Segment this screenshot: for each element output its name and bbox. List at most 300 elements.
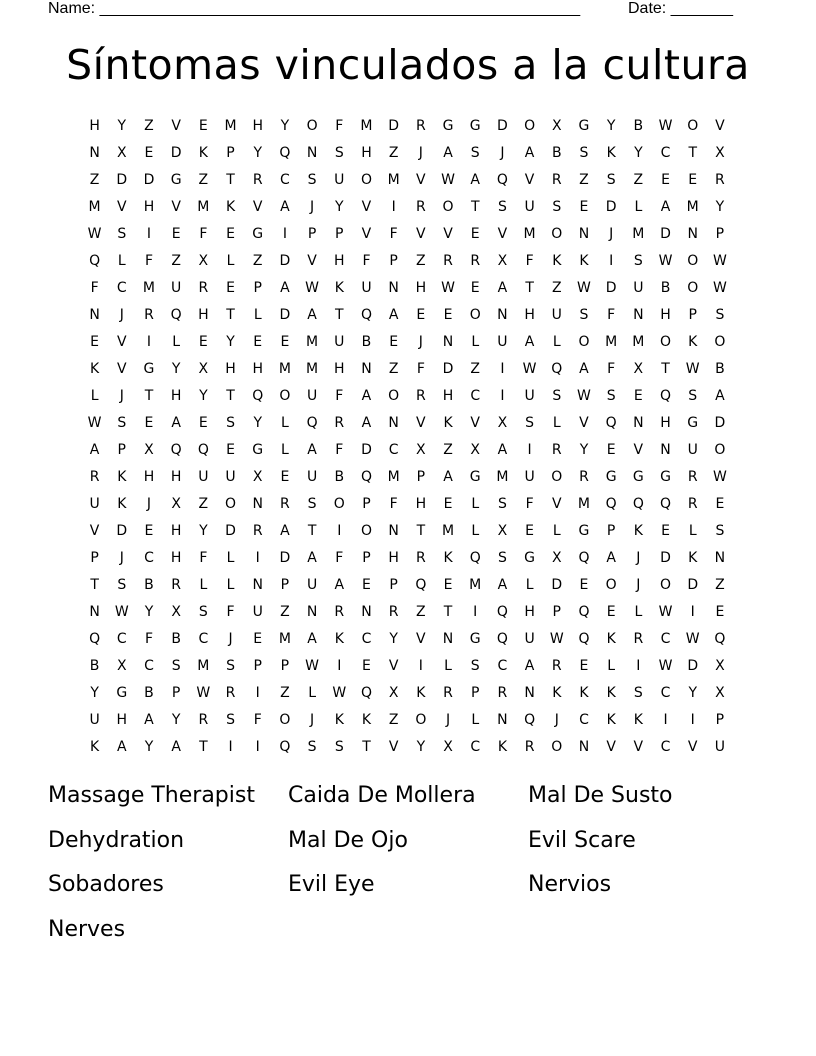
grid-letter: K	[334, 712, 344, 728]
grid-letter: T	[362, 739, 371, 755]
grid-letter: V	[416, 172, 426, 188]
grid-letter: J	[636, 577, 641, 593]
grid-letter: K	[117, 496, 127, 512]
grid-letter: C	[660, 631, 671, 647]
grid-letter: J	[554, 712, 559, 728]
grid-letter: F	[144, 253, 153, 269]
grid-letter: K	[416, 685, 426, 701]
grid-letter: A	[307, 442, 317, 458]
grid-letter: G	[469, 631, 481, 647]
grid-letter: R	[280, 496, 290, 512]
grid-letter: J	[310, 199, 315, 215]
grid-letter: K	[497, 739, 507, 755]
grid-letter: U	[524, 631, 535, 647]
grid-letter: E	[443, 577, 453, 593]
grid-letter: O	[225, 496, 237, 512]
grid-letter: N	[442, 631, 454, 647]
grid-letter: R	[144, 307, 154, 323]
grid-letter: N	[361, 604, 372, 620]
grid-letter: D	[279, 307, 291, 323]
grid-letter: O	[306, 118, 318, 134]
grid-letter: F	[389, 226, 398, 242]
grid-letter: E	[90, 334, 100, 350]
grid-letter: H	[170, 469, 182, 485]
grid-letter: S	[497, 199, 507, 215]
grid-letter: P	[253, 280, 262, 296]
grid-letter: L	[634, 604, 643, 620]
grid-letter: K	[90, 361, 100, 377]
grid-letter: H	[170, 523, 182, 539]
grid-letter: V	[416, 415, 426, 431]
grid-letter: Q	[496, 631, 508, 647]
grid-letter: J	[119, 550, 124, 566]
grid-letter: V	[443, 226, 453, 242]
grid-letter: W	[685, 361, 700, 377]
grid-letter: A	[361, 388, 372, 404]
grid-letter: R	[415, 388, 426, 404]
grid-letter: S	[307, 496, 317, 512]
grid-letter: I	[609, 253, 614, 269]
grid-letter: X	[171, 496, 181, 512]
grid-letter: Z	[416, 253, 426, 269]
grid-letter: L	[444, 658, 452, 674]
grid-letter: O	[388, 388, 400, 404]
grid-letter: O	[687, 118, 699, 134]
grid-letter: D	[143, 172, 155, 188]
grid-letter: A	[497, 280, 508, 296]
word-list-item: Caida De Mollera	[288, 783, 476, 808]
grid-letter: E	[226, 442, 235, 458]
grid-letter: R	[388, 604, 399, 620]
grid-letter: H	[442, 388, 454, 404]
grid-row	[81, 194, 734, 221]
grid-letter: Q	[360, 307, 372, 323]
grid-letter: Q	[578, 550, 590, 566]
grid-letter: V	[361, 226, 372, 242]
grid-letter: M	[387, 172, 400, 188]
grid-letter: J	[500, 145, 505, 161]
grid-letter: W	[658, 253, 673, 269]
grid-letter: V	[388, 739, 399, 755]
grid-letter: A	[660, 199, 671, 215]
grid-letter: R	[687, 469, 698, 485]
grid-letter: N	[306, 604, 318, 620]
grid-letter: I	[282, 226, 287, 242]
grid-letter: A	[280, 280, 290, 296]
grid-letter: H	[415, 280, 427, 296]
grid-letter: G	[578, 118, 590, 134]
grid-letter: Y	[389, 631, 398, 647]
grid-letter: N	[306, 145, 318, 161]
grid-letter: O	[469, 307, 481, 323]
grid-letter: L	[552, 334, 561, 350]
grid-letter: G	[442, 118, 454, 134]
grid-letter: D	[687, 658, 699, 674]
grid-letter: T	[307, 523, 317, 539]
grid-letter: Z	[252, 253, 263, 269]
grid-letter: W	[441, 280, 455, 296]
grid-letter: S	[117, 577, 127, 593]
grid-letter: E	[470, 280, 480, 296]
grid-letter: Z	[198, 172, 209, 188]
grid-letter: I	[663, 712, 668, 728]
grid-row	[81, 707, 734, 734]
grid-letter: L	[525, 577, 534, 593]
grid-letter: B	[551, 145, 562, 161]
grid-letter: Y	[144, 739, 154, 755]
grid-letter: U	[89, 712, 100, 728]
grid-letter: H	[524, 307, 535, 323]
grid-letter: C	[660, 685, 671, 701]
grid-row	[81, 275, 734, 302]
grid-letter: T	[199, 739, 208, 755]
grid-letter: A	[470, 172, 480, 188]
grid-letter: M	[387, 469, 400, 485]
grid-letter: J	[418, 334, 423, 350]
grid-letter: I	[255, 739, 260, 755]
grid-letter: Y	[226, 334, 235, 350]
grid-letter: S	[552, 388, 562, 404]
grid-letter: W	[577, 280, 591, 296]
grid-letter: P	[416, 469, 426, 485]
grid-letter: L	[634, 199, 643, 215]
grid-letter: O	[279, 388, 291, 404]
grid-row	[81, 491, 734, 518]
grid-letter: L	[281, 442, 289, 458]
grid-letter: P	[389, 577, 398, 593]
grid-letter: P	[715, 712, 725, 728]
grid-letter: H	[89, 118, 100, 134]
grid-letter: E	[226, 226, 235, 242]
grid-letter: X	[252, 469, 263, 485]
grid-letter: Y	[579, 442, 589, 458]
grid-letter: Q	[605, 415, 617, 431]
word-search-grid	[81, 113, 734, 761]
grid-letter: A	[497, 577, 508, 593]
grid-letter: Q	[714, 631, 726, 647]
grid-row	[81, 599, 734, 626]
grid-letter: G	[660, 469, 671, 485]
grid-letter: S	[633, 685, 643, 701]
grid-letter: V	[524, 172, 535, 188]
grid-letter: I	[337, 658, 342, 674]
grid-letter: S	[334, 739, 344, 755]
grid-letter: B	[144, 577, 154, 593]
grid-letter: N	[388, 523, 399, 539]
word-list-item: Nerves	[48, 916, 126, 942]
grid-letter: C	[198, 631, 209, 647]
grid-letter: E	[362, 658, 371, 674]
grid-letter: S	[470, 145, 480, 161]
grid-letter: P	[362, 550, 371, 566]
grid-letter: Y	[117, 118, 127, 134]
grid-letter: E	[198, 334, 208, 350]
grid-letter: O	[660, 577, 672, 593]
grid-letter: V	[116, 334, 127, 350]
grid-letter: S	[552, 199, 562, 215]
grid-letter: E	[280, 469, 290, 485]
grid-row	[81, 113, 734, 140]
grid-letter: M	[278, 631, 291, 647]
grid-letter: I	[418, 658, 423, 674]
grid-letter: O	[660, 334, 672, 350]
grid-letter: C	[144, 550, 154, 566]
grid-letter: P	[715, 226, 725, 242]
grid-letter: Y	[90, 685, 99, 701]
grid-letter: O	[415, 712, 427, 728]
grid-letter: V	[715, 118, 725, 134]
grid-letter: E	[661, 523, 670, 539]
grid-letter: E	[253, 631, 263, 647]
grid-letter: W	[522, 361, 537, 377]
grid-letter: S	[497, 496, 507, 512]
grid-letter: R	[252, 523, 263, 539]
grid-letter: D	[714, 415, 726, 431]
grid-letter: S	[579, 307, 589, 323]
grid-letter: A	[606, 550, 616, 566]
grid-letter: Q	[551, 361, 563, 377]
grid-letter: E	[226, 280, 235, 296]
grid-letter: W	[658, 604, 673, 620]
grid-letter: V	[416, 631, 426, 647]
grid-letter: V	[551, 496, 562, 512]
grid-letter: D	[660, 226, 671, 242]
grid-letter: P	[226, 145, 235, 161]
grid-letter: H	[524, 604, 535, 620]
grid-row	[81, 167, 734, 194]
grid-letter: K	[361, 712, 372, 728]
grid-letter: J	[119, 307, 124, 323]
grid-letter: Q	[360, 685, 372, 701]
grid-letter: V	[388, 658, 399, 674]
grid-letter: K	[633, 712, 643, 728]
grid-letter: U	[306, 577, 318, 593]
grid-letter: N	[89, 604, 100, 620]
grid-letter: K	[688, 550, 698, 566]
grid-letter: E	[280, 334, 290, 350]
grid-letter: P	[307, 226, 317, 242]
grid-letter: Q	[578, 604, 590, 620]
grid-letter: I	[391, 199, 396, 215]
grid-letter: E	[579, 658, 589, 674]
grid-letter: H	[415, 496, 427, 512]
grid-letter: V	[470, 415, 480, 431]
grid-letter: L	[552, 415, 561, 431]
grid-letter: G	[469, 118, 481, 134]
grid-letter: R	[198, 280, 209, 296]
grid-letter: R	[334, 415, 345, 431]
grid-letter: V	[606, 739, 616, 755]
grid-letter: R	[198, 712, 209, 728]
grid-letter: S	[715, 523, 725, 539]
grid-letter: W	[712, 280, 727, 296]
grid-letter: O	[551, 226, 563, 242]
grid-letter: A	[388, 307, 399, 323]
grid-letter: N	[633, 415, 644, 431]
grid-letter: K	[443, 415, 453, 431]
grid-letter: M	[306, 334, 319, 350]
grid-letter: L	[471, 496, 480, 512]
grid-letter: Z	[443, 442, 453, 458]
grid-row	[81, 410, 734, 437]
grid-letter: K	[90, 739, 100, 755]
grid-letter: K	[633, 523, 643, 539]
grid-letter: X	[388, 685, 399, 701]
grid-letter: G	[170, 172, 182, 188]
page-title: Síntomas vinculados a la cultura	[66, 41, 750, 89]
grid-letter: Q	[197, 442, 209, 458]
grid-letter: T	[688, 145, 697, 161]
grid-row	[81, 545, 734, 572]
grid-letter: V	[579, 415, 589, 431]
grid-row	[81, 653, 734, 680]
grid-letter: Z	[579, 172, 589, 188]
grid-row	[81, 518, 734, 545]
grid-letter: N	[660, 442, 671, 458]
grid-letter: V	[633, 739, 644, 755]
grid-letter: N	[361, 361, 372, 377]
grid-letter: Z	[280, 685, 290, 701]
grid-letter: A	[171, 739, 181, 755]
grid-letter: B	[361, 334, 372, 350]
grid-letter: Y	[144, 604, 154, 620]
grid-letter: E	[633, 388, 643, 404]
grid-letter: H	[143, 199, 155, 215]
grid-letter: P	[90, 550, 99, 566]
grid-letter: A	[334, 577, 345, 593]
grid-letter: D	[225, 523, 236, 539]
grid-letter: Z	[715, 577, 725, 593]
grid-letter: G	[578, 523, 590, 539]
grid-letter: G	[116, 685, 128, 701]
grid-row	[81, 626, 734, 653]
grid-letter: H	[334, 253, 345, 269]
grid-letter: K	[552, 685, 562, 701]
grid-letter: Y	[416, 739, 426, 755]
grid-letter: U	[524, 199, 535, 215]
grid-letter: L	[226, 550, 235, 566]
grid-letter: Y	[715, 199, 725, 215]
grid-letter: N	[252, 496, 263, 512]
grid-letter: C	[579, 712, 589, 728]
grid-letter: I	[500, 361, 505, 377]
grid-row	[81, 383, 734, 410]
grid-letter: V	[171, 199, 181, 215]
grid-letter: D	[687, 577, 699, 593]
grid-letter: V	[89, 523, 100, 539]
grid-letter: C	[388, 442, 399, 458]
grid-letter: D	[605, 199, 617, 215]
grid-letter: U	[524, 388, 535, 404]
grid-letter: K	[117, 469, 127, 485]
grid-letter: L	[281, 415, 289, 431]
grid-letter: Q	[415, 577, 427, 593]
grid-letter: S	[226, 415, 235, 431]
grid-letter: Z	[171, 253, 181, 269]
grid-letter: F	[607, 307, 616, 323]
grid-letter: T	[90, 577, 99, 593]
grid-letter: C	[470, 739, 481, 755]
grid-letter: P	[335, 226, 344, 242]
grid-letter: O	[524, 118, 536, 134]
grid-letter: K	[606, 631, 616, 647]
grid-letter: Q	[360, 469, 372, 485]
grid-row	[81, 329, 734, 356]
grid-letter: D	[116, 172, 128, 188]
grid-letter: S	[633, 253, 643, 269]
grid-letter: N	[252, 577, 263, 593]
grid-letter: E	[715, 604, 725, 620]
grid-letter: E	[253, 334, 263, 350]
grid-letter: S	[307, 739, 317, 755]
grid-letter: Z	[470, 361, 481, 377]
grid-letter: O	[442, 199, 454, 215]
grid-letter: U	[551, 307, 562, 323]
grid-letter: W	[658, 118, 673, 134]
grid-letter: R	[415, 550, 426, 566]
grid-letter: M	[577, 496, 591, 512]
grid-letter: B	[660, 280, 671, 296]
grid-row	[81, 464, 734, 491]
grid-letter: N	[497, 712, 508, 728]
grid-letter: A	[89, 442, 100, 458]
grid-letter: W	[87, 226, 102, 242]
grid-letter: P	[253, 658, 262, 674]
grid-letter: S	[334, 145, 344, 161]
grid-letter: O	[714, 442, 726, 458]
grid-letter: Y	[253, 145, 262, 161]
grid-letter: P	[470, 685, 480, 701]
grid-letter: M	[469, 577, 482, 593]
grid-letter: G	[252, 442, 264, 458]
grid-letter: Q	[496, 172, 508, 188]
grid-row	[81, 302, 734, 329]
grid-letter: H	[334, 361, 345, 377]
grid-letter: J	[445, 712, 451, 728]
word-list-item: Massage Therapist	[48, 783, 255, 808]
grid-letter: V	[416, 226, 426, 242]
grid-letter: P	[552, 604, 561, 620]
grid-letter: O	[333, 496, 345, 512]
grid-letter: O	[279, 712, 291, 728]
grid-letter: N	[578, 226, 590, 242]
grid-letter: A	[280, 523, 290, 539]
grid-letter: E	[198, 118, 208, 134]
grid-letter: R	[633, 631, 644, 647]
grid-letter: Q	[660, 496, 672, 512]
grid-letter: Q	[252, 388, 264, 404]
grid-letter: F	[335, 442, 344, 458]
grid-letter: Z	[388, 712, 399, 728]
grid-letter: A	[171, 415, 181, 431]
grid-letter: R	[579, 469, 589, 485]
grid-letter: H	[388, 550, 399, 566]
grid-letter: S	[226, 658, 235, 674]
grid-letter: U	[306, 469, 318, 485]
word-list-item: Mal De Susto	[528, 783, 673, 808]
grid-letter: E	[688, 172, 698, 188]
grid-letter: L	[253, 307, 262, 323]
grid-letter: C	[116, 280, 127, 296]
grid-row	[81, 356, 734, 383]
grid-letter: D	[660, 550, 671, 566]
grid-letter: R	[551, 172, 562, 188]
grid-letter: Q	[306, 415, 318, 431]
grid-letter: F	[335, 550, 344, 566]
grid-letter: U	[334, 334, 345, 350]
grid-letter: O	[687, 280, 699, 296]
grid-letter: R	[497, 685, 508, 701]
